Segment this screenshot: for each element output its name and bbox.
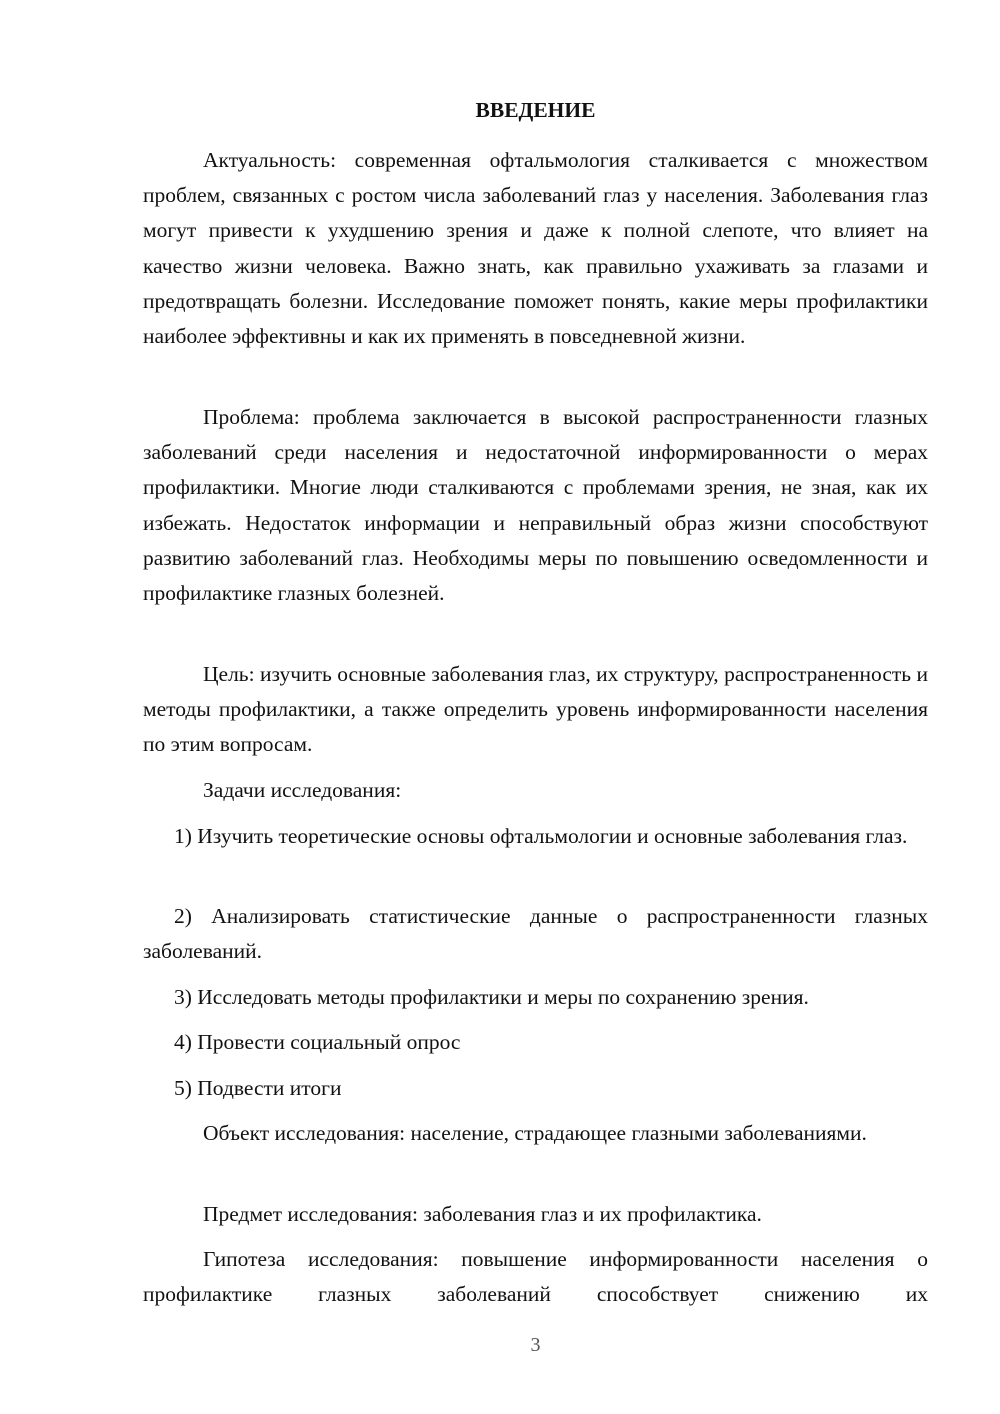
task-item-3: 3) Исследовать методы профилактики и меры по сохранению зрения. [174, 985, 809, 1009]
page-number: 3 [530, 1334, 541, 1356]
paragraph-object: Объект исследования: население, страдающее глазными заболеваниями. [203, 1121, 867, 1145]
paragraph-problem: Проблема: проблема заключается в высокой распространенности глазных заболеваний среди населения и недостаточной информированности о мерах профилактики. Многие люди сталкиваются с проблемами зрения, не зная, как их избежать. Недостаток информации и неправильный образ жизни способствуют развитию заболеваний глаз. Необходимы меры по повышению осведомленности и профилактике глазных болезней. [143, 405, 928, 606]
task-item-1: 1) Изучить теоретические основы офтальмологии и основные заболевания глаз. [174, 824, 908, 848]
task-item-4: 4) Провести социальный опрос [174, 1030, 461, 1054]
task-item-2: 2) Анализировать статистические данные о распространенности глазных заболеваний. [143, 904, 928, 964]
task-item-5: 5) Подвести итоги [174, 1076, 342, 1100]
paragraph-goal: Цель: изучить основные заболевания глаз, их структуру, распространенность и методы профилактики, а также определить уровень информированности населения по этим вопросам. [143, 662, 928, 757]
paragraph-subject: Предмет исследования: заболевания глаз и их профилактика. [203, 1202, 762, 1226]
paragraph-hypothesis: Гипотеза исследования: повышение информированности населения о профилактике глазных заболеваний способствует снижению их [143, 1247, 928, 1307]
paragraph-relevance: Актуальность: современная офтальмология сталкивается с множеством проблем, связанных с ростом числа заболеваний глаз у населения. Заболевания глаз могут привести к ухудшению зрения и даже к полной слепоте, что влияет на качество жизни человека. Важно знать, как правильно ухаживать за глазами и предотвращать болезни. Исследование поможет понять, какие меры профилактики наиболее эффективны и как их применять в повседневной жизни. [143, 148, 928, 349]
tasks-heading: Задачи исследования: [203, 778, 402, 802]
section-title: ВВЕДЕНИЕ [475, 98, 596, 122]
